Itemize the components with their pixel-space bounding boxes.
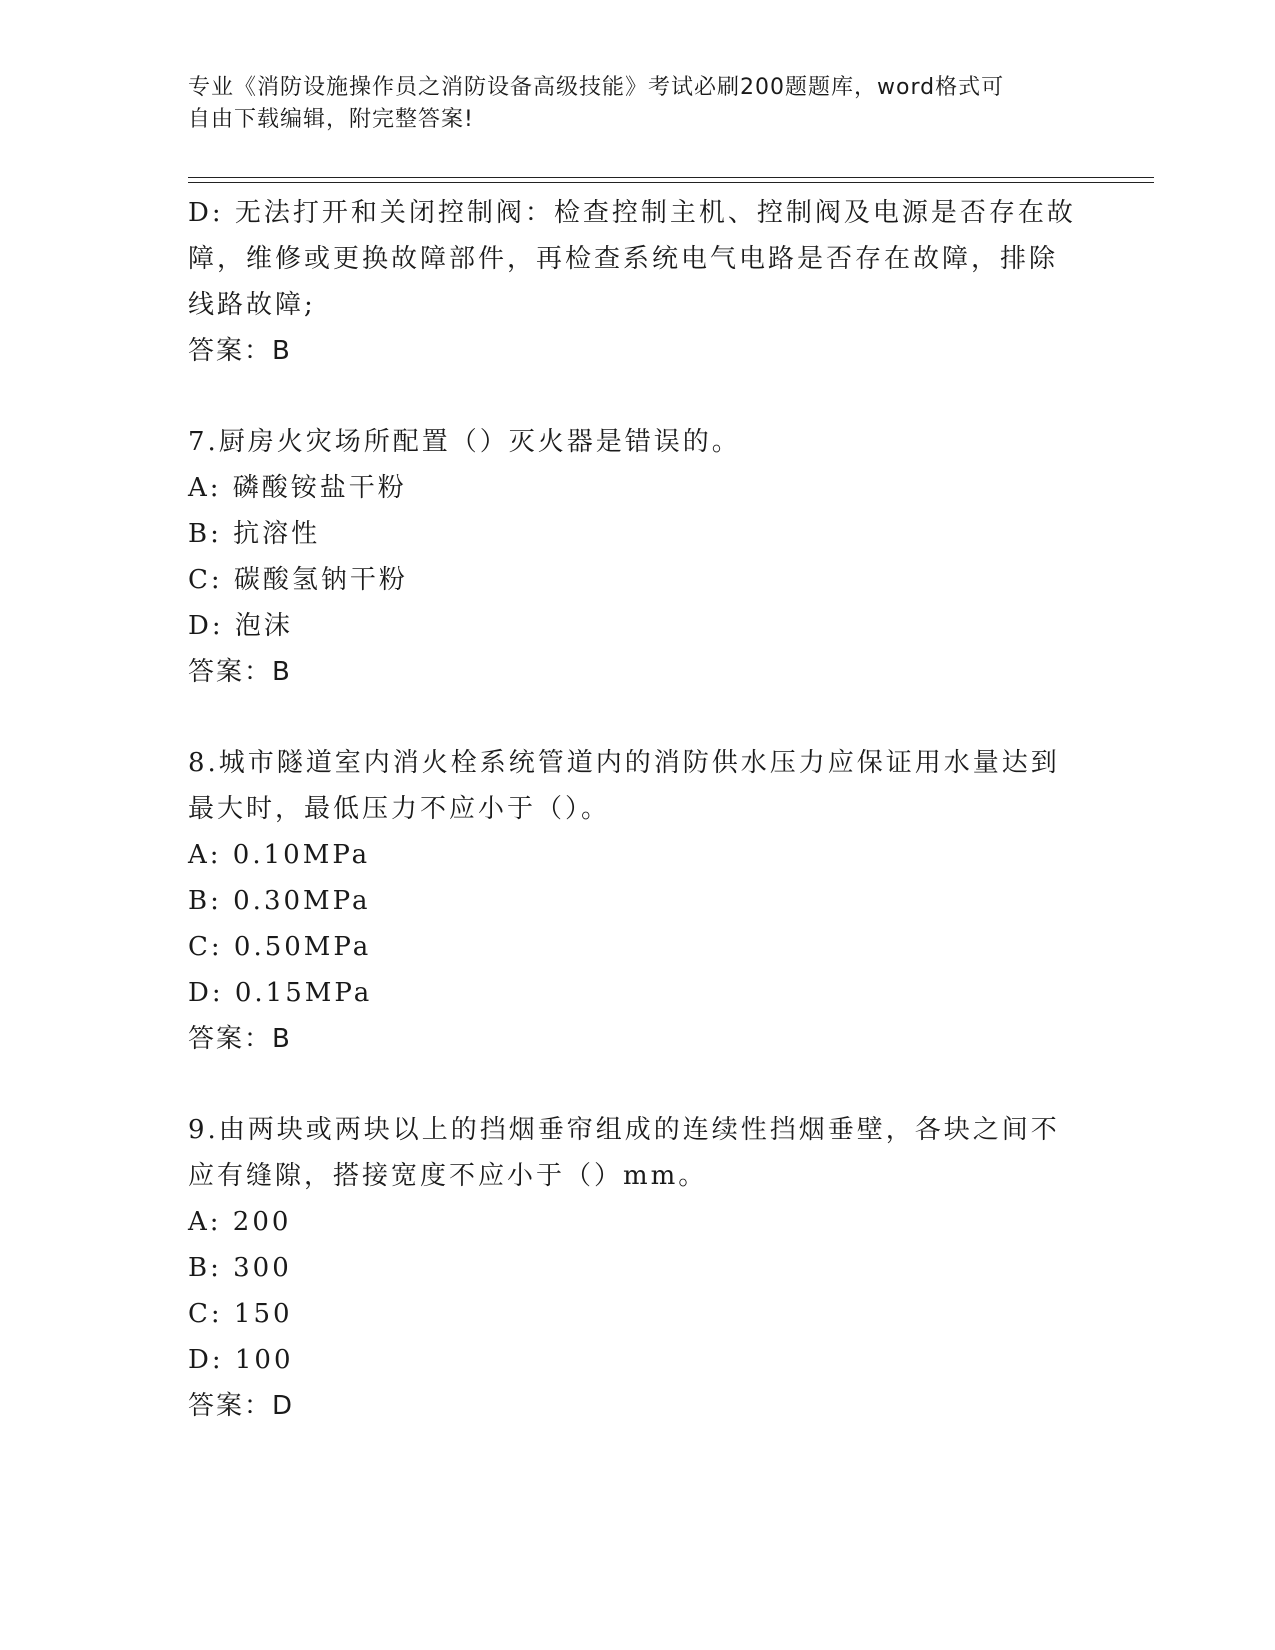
option-b: B: 0.30MPa <box>188 886 371 916</box>
question-stem: 9.由两块或两块以上的挡烟垂帘组成的连续性挡烟垂壁，各块之间不 <box>188 1115 1060 1145</box>
question-9 <box>188 1107 1068 1429</box>
question-stem: 最大时，最低压力不应小于（）。 <box>188 794 611 824</box>
option-b: B: 300 <box>188 1253 292 1283</box>
page-header <box>188 72 1088 136</box>
option-d: D: 0.15MPa <box>188 978 373 1008</box>
spacer <box>188 1062 1068 1107</box>
question-8 <box>188 740 1068 1062</box>
header-line-2: 自由下载编辑，附完整答案! <box>188 107 474 132</box>
answer-line: 答案：B <box>188 336 292 366</box>
question-stem: 7.厨房火灾场所配置（）灭火器是错误的。 <box>188 427 741 457</box>
question-content <box>188 190 1076 1429</box>
option-c: C: 0.50MPa <box>188 932 372 962</box>
question-stem: 8.城市隧道室内消火栓系统管道内的消防供水压力应保证用水量达到 <box>188 748 1060 778</box>
question-7 <box>188 419 1068 695</box>
option-c: C: 碳酸氢钠干粉 <box>188 565 408 595</box>
previous-question-continuation <box>188 190 1076 374</box>
option-d: D: 泡沫 <box>188 611 293 641</box>
option-d: D: 100 <box>188 1345 294 1375</box>
option-a: A: 磷酸铵盐干粉 <box>188 473 407 503</box>
header-divider <box>188 177 1154 183</box>
spacer <box>188 695 1068 740</box>
answer-line: 答案：B <box>188 657 292 687</box>
option-c: C: 150 <box>188 1299 293 1329</box>
option-b: B: 抗溶性 <box>188 519 321 549</box>
option-text-line: 线路故障; <box>188 290 316 320</box>
question-stem: 应有缝隙，搭接宽度不应小于（）mm。 <box>188 1161 708 1191</box>
answer-line: 答案：B <box>188 1024 292 1054</box>
header-line-1: 专业《消防设施操作员之消防设备高级技能》考试必刷200题题库，word格式可 <box>188 75 1005 100</box>
option-a: A: 200 <box>188 1207 292 1237</box>
option-a: A: 0.10MPa <box>188 840 371 870</box>
answer-line: 答案：D <box>188 1391 295 1421</box>
spacer <box>188 374 1068 419</box>
option-text-line: D: 无法打开和关闭控制阀：检查控制主机、控制阀及电源是否存在故 <box>188 198 1076 228</box>
option-text-line: 障，维修或更换故障部件，再检查系统电气电路是否存在故障，排除 <box>188 244 1059 274</box>
